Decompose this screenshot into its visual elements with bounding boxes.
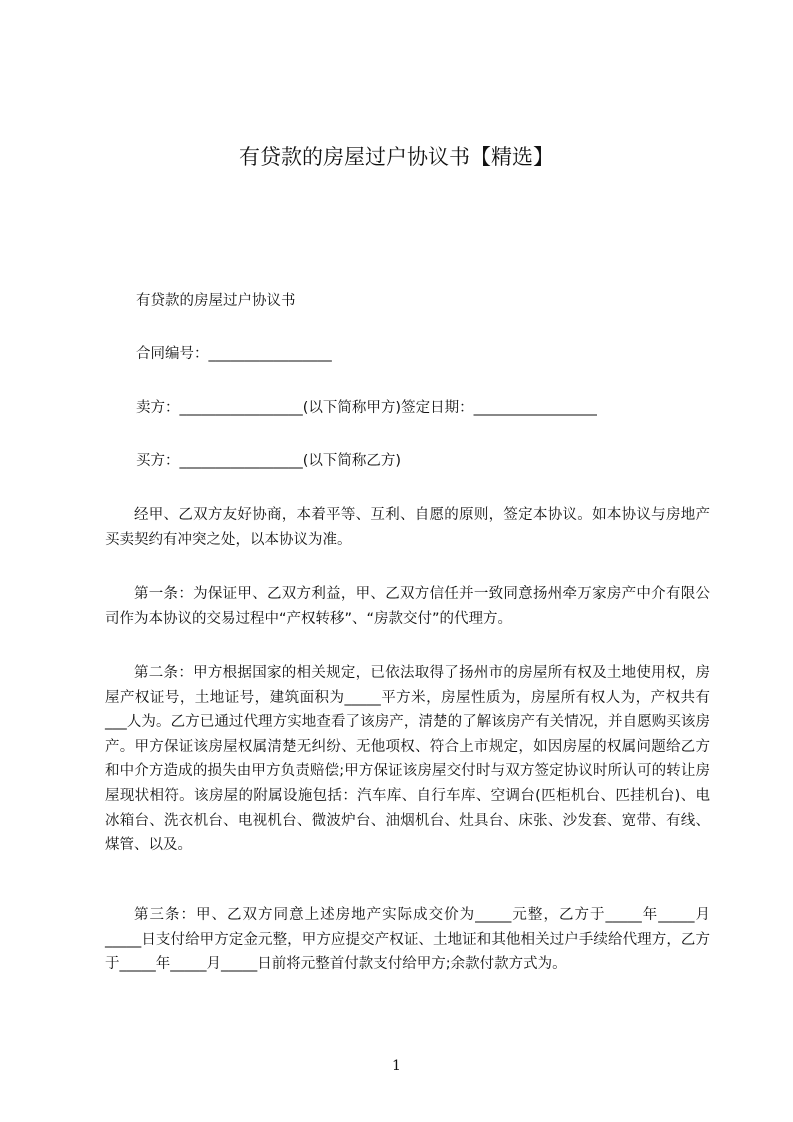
page-number: 1 (392, 1058, 401, 1074)
paragraph-text: 第一条：为保证甲、乙双方利益，甲、乙双方信任并一致同意扬州牵万家房产中介有限公司作为本协议的交易过程中“产权转移”、“房款交付”的代理方。 (105, 586, 710, 627)
contract-number-line: 合同编号：_________________ (136, 346, 332, 362)
article-3-paragraph (105, 903, 710, 977)
document-title: 有贷款的房屋过户协议书【精选】 (239, 145, 554, 169)
document-subtitle: 有贷款的房屋过户协议书 (136, 293, 296, 309)
paragraph-text: 第二条：甲方根据国家的相关规定，已依法取得了扬州市的房屋所有权及土地使用权，房屋产权证号，土地证号，建筑面积为_____平方米，房屋性质为，房屋所有权人为，产权共有___人为。乙方已通过代理方实地查看了该房产，清楚的了解该房产有关情况，并自愿购买该房产。甲方保证该房屋权属清楚无纠纷、无他项权、符合上市规定，如因房屋的权属问题给乙方和中介方造成的损失由甲方负责赔偿;甲方保证该房屋交付时与双方签定协议时所认可的转让房屋现状相符。该房屋的附属设施包括：汽车库、自行车库、空调台(匹柜机台、匹挂机台)、电冰箱台、洗衣机台、电视机台、微波炉台、油烟机台、灶具台、床张、沙发套、宽带、有线、煤管、以及。 (105, 665, 710, 854)
paragraph-text: 第三条：甲、乙双方同意上述房地产实际成交价为_____元整，乙方于_____年_____月_____日支付给甲方定金元整，甲方应提交产权证、土地证和其他相关过户手续给代理方，乙方于_____年_____月_____日前将元整首付款支付给甲方;余款付款方式为。 (105, 907, 710, 973)
seller-line: 卖方：_________________(以下简称甲方)签定日期：_________________ (136, 400, 597, 416)
paragraph-text: 经甲、乙双方友好协商，本着平等、互利、自愿的原则，签定本协议。如本协议与房地产买卖契约有冲突之处，以本协议为准。 (105, 507, 710, 548)
buyer-line: 买方：_________________(以下简称乙方) (136, 453, 402, 469)
intro-paragraph (105, 503, 710, 552)
article-2-paragraph (105, 661, 710, 858)
article-1-paragraph (105, 582, 710, 631)
